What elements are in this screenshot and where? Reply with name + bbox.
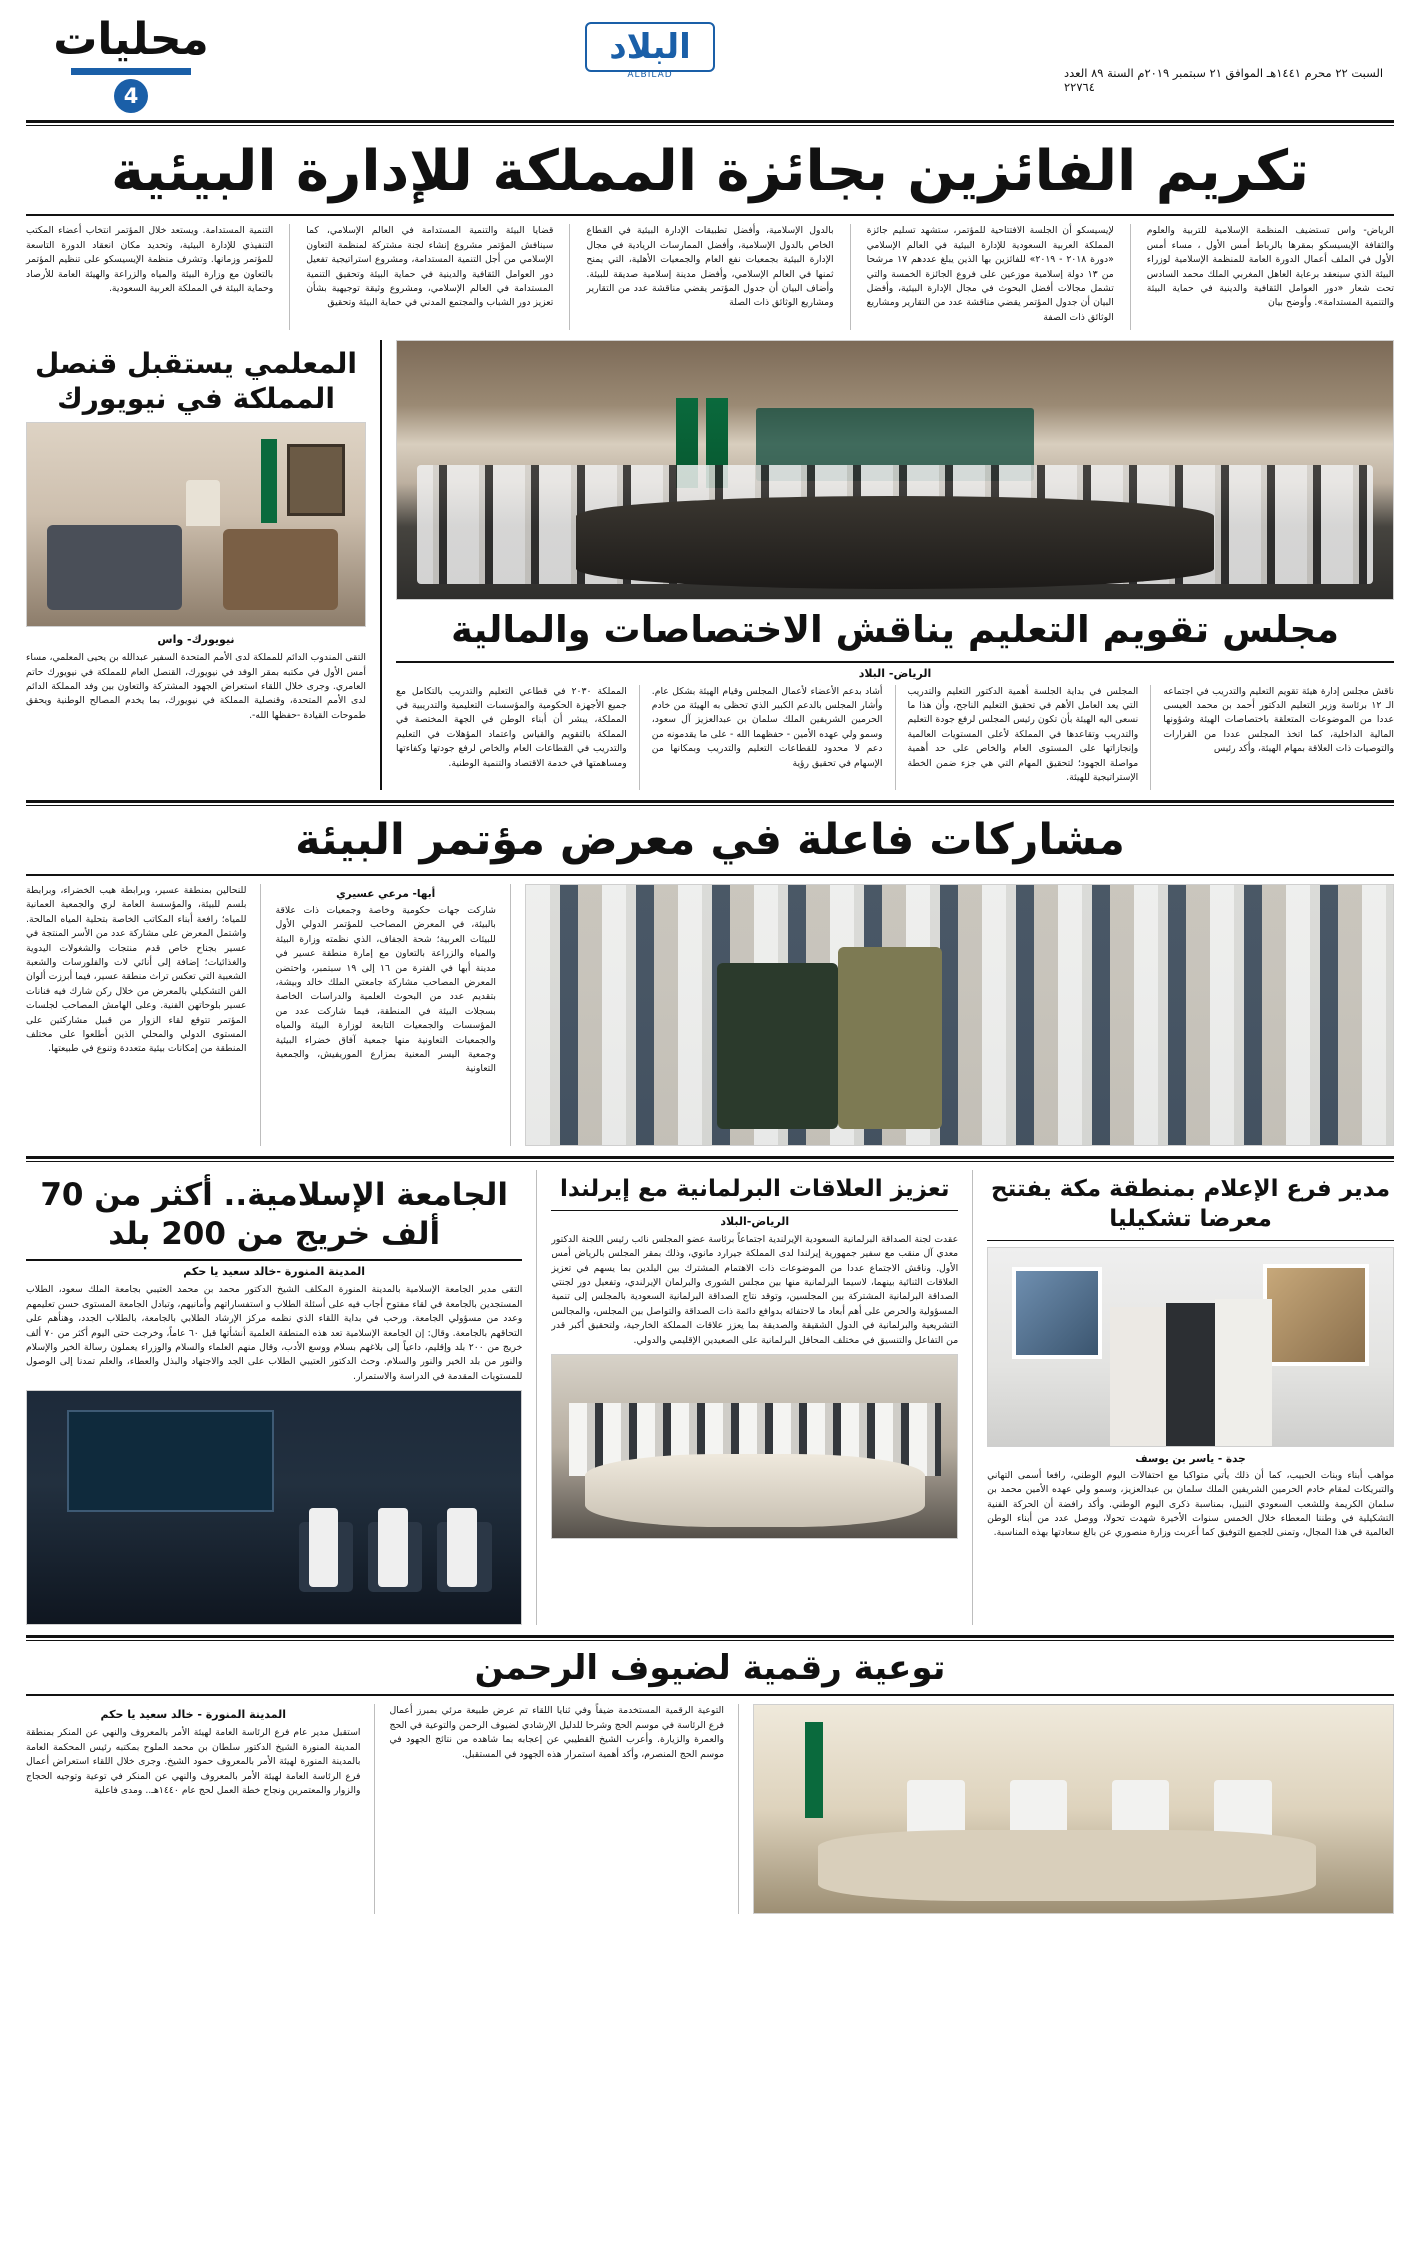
consul-body: التقى المندوب الدائم للمملكة لدى الأمم المتحدة السفير عبدالله بن يحيى المعلمي، مساء أمس الأول في مكتبه بمقر الوفد في نيويورك، القنصل العام للمملكة في نيويورك حاتم العامري. وجرى خلال اللقاء استعراض الجهود المشتركة والتعاون بين وفد المملكة الدائم لدى الأمم المتحدة، وقنصلية المملكة في نيويورك، بما يخدم المصالح الوطنية ويحقق طموحات القيادة -حفظها الله-. [26,652,366,721]
awareness-headline: توعية رقمية لضيوف الرحمن [474,1648,946,1689]
awareness-row [26,1704,1394,1914]
section-header [26,14,236,113]
council-col-1: ناقش مجلس إدارة هيئة تقويم التعليم والتدريب في اجتماعه الـ ١٢ برئاسة وزير التعليم الدكتور أحمد بن محمد العيسى عددا من الموضوعات المتعلقة باختصاصات الهيئة وشؤونها المالية الداخلية، كما اتخذ المجلس عددا من القرارات والتوصيات ذات العلاقة بمهام الهيئة، وأكد رئيس [1163,685,1394,755]
logo-text: البلاد [609,27,691,67]
section-title: محليات [53,14,209,65]
expo-text-1: شاركت جهات حكومية وخاصة وجمعيات ذات علاقة بالبيئة، في المعرض المصاحب للمؤتمر الدولي الأول للبيئات العربية؛ شحة الجفاف، الذي نظمته وزارة البيئة والمياه والزراعة بالتعاون مع إمارة منطقة عسير في مدينة أبها في الفترة من ١٦ إلى ١٩ سبتمبر، واحتضن المعرض المصاحب مشاركة جامعتي الملك خالد وبيشة، بتقديم عدد من البحوث العلمية والدراسات الخاصة بسجلات البيئة في المنطقة، فيما شاركت عدد من المؤسسات والجمعيات التابعة لوزارة البيئة والمياه والجمعيات التعاونية منها جمعية آفاق خضراء البيئية وجمعية اليسر المعنية بمزارع الموريفيش، والجمعية التعاونية [275,904,496,1075]
section-rule-4 [26,1635,1394,1638]
media-byline: جدة - ياسر بن يوسف [1135,1452,1246,1465]
university-body: التقى مدير الجامعة الإسلامية بالمدينة المنورة المكلف الشيخ الدكتور محمد بن محمد العتيبي بجامعة الملك سعود، الطلاب المستجدين بالجامعة في لقاء مفتوح أجاب فيه على أسئلة الطلاب و استفساراتهم وأمانيهم، وتبادل الجامعة المستوى حسن تعليمهم وعدد من مسؤولي الجامعة. ورحب في بداية اللقاء الذي نظمه مركز الإرشاد الطلابي بالجامعة، بالطلاب الجدد، وهنأهم على التحاقهم بالجامعة. وقال: إن الجامعة الإسلامية تعد هذه المنطقة العلمية أنشأتها قبل ٦٠ عاماً، وخرجت حتى اليوم أكثر من ٧٠ ألف خريج من ٢٠٠ بلد وإقليم، داعياً إلى بلاغهم بسلام ووسع الأدب، وقال منهم العلماء والسلام والوزراء يعملون رسالة الخير والإسلام والنور من بلد الخير والنور والسلام. وحث الدكتور العتيبي الطلاب على الجد والاجتهاد والبذل والعطاء، والعلم تمدنا إلى الوصول للمستويات المقدمة في الدراسة والاستمرار. [26,1284,523,1382]
reception-photo-wrap [753,1704,1394,1914]
col-divider [1130,224,1131,330]
awareness-dateline: المدينة المنورة - خالد سعيد يا حكم [100,1708,287,1722]
council-headline: مجلس تقويم التعليم يناقش الاختصاصات والمالية [450,608,1340,652]
boardroom-photo [396,340,1394,600]
masthead-rule-thin [26,125,1394,126]
expo-dateline: أبها- مرعي عسيري [336,887,436,900]
awareness-text-2: استقبل مدير عام فرع الرئاسة العامة لهيئة الأمر بالمعروف والنهي عن المنكر بمنطقة المدينة المنورة الشيخ الدكتور سلطان بن محمد الملوح بمكتبه رئيس المحكمة العامة بالمدينة المنورة لهيئة الأمر بالمعروف حمود الشيخ. وجرى خلال اللقاء استعراض أعمال فرع الرئاسة العامة لهيئة الأمر بالمعروف والنهي عن المنكر في توعية وتوجيه الحجاج والزوار والمعتمرين ونجاح خطة العمل لحج عام ١٤٤٠هـ.. ومدى فاعلية [26,1727,361,1796]
newspaper-logo [236,18,1064,80]
awareness-col-1 [389,1704,723,1914]
issue-info [1064,18,1394,94]
issue-line: السبت ٢٢ محرم ١٤٤١هـ الموافق ٢١ سبتمبر ٢٠١٩م السنة ٨٩ العدد ٢٢٧٦٤ [1064,66,1384,94]
masthead-rule [26,120,1394,123]
university-block [26,1170,522,1625]
three-story-row [26,1170,1394,1625]
col-divider [850,224,851,330]
parliament-headline: تعزيز العلاقات البرلمانية مع إيرلندا [559,1175,950,1202]
expo-col-b [26,884,246,1146]
expo-row [26,884,1394,1146]
masthead [26,14,1394,114]
section-rule-3 [26,1156,1394,1159]
consul-headline: المعلمي يستقبل قنصل المملكة في نيويورك [34,347,358,416]
section-rule-2 [26,800,1394,803]
gallery-photo [987,1247,1394,1447]
section-underline [71,68,191,75]
meeting-photo [551,1354,958,1539]
council-col-2: المجلس في بداية الجلسة أهمية الدكتور التعليم والتدريب التي يعد العامل الأهم في تحقيق التعليم الناجح، وأن هذا ما نسعى اليه الهيئة بأن تكون رئيس المجلس لرفع جودة التعليم والتدريب وتقاعدها في المملكة لأعلى المستويات العالمية وإنجازاتها على المستوى العام والخاص على حد أهمية مواصلة الجهود؛ لتحقيق المهام التي هي جزء ضمن الخطة الإستراتيجية للهيئة. [907,685,1139,784]
council-columns [396,685,1394,791]
parliament-dateline: الرياض-البلاد [720,1214,790,1228]
awareness-col-2 [26,1704,360,1914]
stage-photo [26,1390,522,1625]
consul-block [26,340,366,790]
expo-text-2: للنحالين بمنطقة عسير، وبرابطة هيب الخضراء، وبرابطة بلسم للبيئة، والمؤسسة العامة لري والجمعية العمانية للمياه؛ رافعة أبناء المكاتب الخاصة بتحلية المياه المالحة. واشتمل المعرض على مشاركة عدد من الأسر المنتجة في عسير بجناح خاص قدم منتجات والشغولات اليدوية والغذائيات؛ إضافة إلى أنائي لات والفلورسات والشعبة الشعبية التي تعكس تراث منطقة عسير، فيما أبرزت ألوان الفن التشكيلي بالمعرض من خلال ركن شارك فيه فنانات عسير بلوحاتهن الفنية. وعلى الهامش المصاحب لجلسات المؤتمر تتوقع لقاء الزوار من قبيل مشاركتين على المستوى الدولي والمحلي الذين أطلعوا على مختلف المنطقة من إمكانات بيئية متعددة وتنوع في طبيعتها. [26,884,247,1055]
col-divider [289,224,290,330]
media-text: مواهب أبناء وبنات الحبيب، كما أن ذلك يأتي متواكبا مع احتفالات اليوم الوطني، رافعا أسمى التهاني والتبريكات لمقام خادم الحرمين الشريفين الملك سلمان بن عبدالعزيز، وسمو ولي عهده الأمين محمد بن سلمان الكريمة وللشعب السعودي النبيل، بمناسبة ذكرى اليوم الوطني. وأكد رافضة أن الحركة الفنية التشكيلية في وطننا المعطاء خلال الخمس سنوات الأخيرة شهدت تحولا، ووصل عدد من أبناء الوطن العالمية في هذا المجال، وتمنى للجميع التوفيق كما أعربت وزارة منصوري عن بالغ سعادتها بهذه المناسبة. [987,1469,1394,1539]
lead-col-4 [306,224,553,330]
page-number-badge: 4 [114,79,148,113]
council-col-4: المملكة ٢٠٣٠ في قطاعي التعليم والتدريب بالتكامل مع جميع الأجهزة الحكومية والمؤسسات التعليمية والتدريبية في المملكة، يبشر أن أبناء الوطن في الجهة المختصة في المملكة بالتقويم والقياس واعتماد المؤهلات في التعليم والتدريب في القطاعات العام والخاص لرفع جودتها وكفاءتها ومساهمتها في خدمة الاقتصاد والتنمية الوطنية. [396,685,627,769]
media-headline: مدير فرع الإعلام بمنطقة مكة يفتتح معرضا تشكيليا [991,1175,1391,1232]
lead-text-5: التنمية المستدامة. ويستعد خلال المؤتمر انتخاب أعضاء المكتب التنفيذي للإدارة البيئية، وتحديد مكان انعقاد الدورة التاسعة للمؤتمر وزمانها. وتشرف منظمة الإيسيسكو على تنظيم المؤتمر بالتعاون مع وزارة البيئة والمياه والزراعة والهيئة العامة للأرصاد وحماية البيئة في المملكة العربية السعودية. [25,225,274,295]
headline-rule [26,214,1394,216]
expo-photo-wrap [525,884,1394,1146]
lead-col-3 [586,224,833,330]
lead-text-1: الرياض- واس تستضيف المنظمة الإسلامية للتربية والعلوم والثقافة الإيسيسكو بمقرها بالرباط أمس الأول ، مساء أمس الأول في الملف أعمال الدورة العامة للمنظمة الإسلامية لوزراء البيئة الذي سينعقد برعاية العاهل المغربي الملك محمد السادس تحت شعار «دور العوامل الثقافية والدينية في حماية البيئة والتنمية المستدامة». وأوضح بيان [1146,225,1394,309]
photo-row-1 [26,340,1394,790]
expo-col-a [275,884,495,1146]
consul-photo [26,422,366,627]
parliament-block [551,1170,958,1625]
lead-text-2: لإيسيسكو أن الجلسة الافتتاحية للمؤتمر، ستشهد تسليم جائزة المملكة العربية السعودية للإدارة البيئية في العالم الإسلامي «دورة ٢٠١٨ - ٢٠١٩» للفائزين بها الذين يبلغ عددهم ١٧ مرشحا من ١٣ دولة إسلامية موزعين على فروع الجائزة الخمسة والتي تشمل مجالات أفضل البحوث في مجال الإدارة البيئية، وأفضل البيان أن جدول المؤتمر يقضي مناقشة عدد من التقارير ومشاريع الوثائق ذات الصفة [866,225,1114,323]
media-block [987,1170,1394,1625]
council-dateline: الرياض- البلاد [858,666,932,680]
col-divider [569,224,570,330]
lead-col-2 [867,224,1114,330]
lead-col-5 [26,224,273,330]
lead-columns [26,224,1394,330]
lead-col-1 [1147,224,1394,330]
logo-subtext: ALBILAD [627,70,673,80]
boardroom-block [396,340,1394,790]
university-headline: الجامعة الإسلامية.. أكثر من 70 ألف خريج من 200 بلد [40,1176,509,1252]
awareness-text-1: التوعية الرقمية المستخدمة ضيفاً وفي ثنايا اللقاء تم عرض طبيعة مرئي بمبرز أعمال فرع الرئاسة في موسم الحج وشرحا للدليل الإرشادي لضيوف الرحمن والتوعية في الحج والعمرة والزيارة. وأعرب الشيخ القطيبي عن إعجابه بما شاهده من نتائج الجهود في موسم الحج المنصرم، وأكد أهمية استمرار هذه الجهود في المستقبل. [389,1705,724,1760]
consul-dateline: نيويورك- واس [157,633,235,647]
council-col-3: أشاد بدعم الأعضاء لأعمال المجلس وقيام الهيئة بشكل عام. وأشار المجلس بالدعم الكبير الذي تحظى به الهيئة من خادم الحرمين الشريفين الملك سلمان بن عبدالعزيز آل سعود، وسمو ولي عهده الأمين - حفظهما الله - على ما يقدمونه من دعم لا محدود للقطاعات التعليم والتدريب وبمكانها من الإسهام في تحقيق رؤية [651,685,883,769]
expo-photo [525,884,1394,1146]
lead-text-4: قضايا البيئة والتنمية المستدامة في العالم الإسلامي، كما سينافش المؤتمر مشروع إنشاء لجنة مشتركة لمنظمة التعاون الإسلامي من أجل التنمية المستدامة، ومشروع استراتيجية تفعيل دور العوامل الثقافية والدينية في حماية البيئة وتحقيق التنمية المستدامة في العالم الإسلامي، ومشروع وثيقة توجيهية بشأن تعزيز دور الشباب والمجتمع المدني في حماية البيئة وتحقيق [306,225,554,309]
reception-photo [753,1704,1394,1914]
expo-headline: مشاركات فاعلة في معرض مؤتمر البيئة [295,815,1125,866]
lead-text-3: بالدول الإسلامية، وأفضل تطبيقات الإدارة البيئية في القطاع الخاص بالدول الإسلامية، وأفضل الممارسات الريادية في مجال الإدارة البيئية بجمعيات نفع العام والجمعيات الأهلية، التي يمنح ثمنها في العالم الإسلامي، وأفضل مدينة إسلامية صديقة للبيئة. وأضاف البيان أن جدول المؤتمر يقضي مناقشة عدد من التقارير ومشاريع الوثائق ذات الصلة [586,225,834,309]
parliament-body: عقدت لجنة الصداقة البرلمانية السعودية الإيرلندية اجتماعاً برئاسة عضو المجلس نائب رئيس اللجنة الدكتور معدي آل منقب مع سفير جمهورية إيرلندا لدى المملكة جيرارد مانوي، وذلك بمقر المجلس بالرياض أمس الأول. وناقش الاجتماع عددا من الموضوعات ذات الاهتمام المشترك بين البلدين بما يسهم في تعزيز العلاقات الثنائية بينهما، لاسيما البرلمانية منها بين مجلس الشورى والبرلمان الإيرلندي، وتفعيل دور لجنتي الصداقة البرلمانية المشتركة بين المجلسين، وتوقد نتاج الصداقة البرلمانية السعودية بالمجلس إلى تنمية المسؤولية والحرص على أهم أبعاد ما لاحتفائه بدوافع دائمة ذات الصداقة والتواصل بين المجلس، والمجالس التشريعية والبرلمانية في الدول الشقيقة والصديقة بما يعزز علاقات المملكة الخارجية، ولتحقيق أكبر قدر من التفاعل والتنسيق في مختلف المحافل البرلمانية على الصعيدين الإقليمي والدولي. [551,1233,959,1346]
lead-headline: تكريم الفائزين بجائزة المملكة للإدارة البيئية [110,139,1310,204]
university-dateline: المدينة المنورة -خالد سعيد يا حكم [183,1265,366,1279]
